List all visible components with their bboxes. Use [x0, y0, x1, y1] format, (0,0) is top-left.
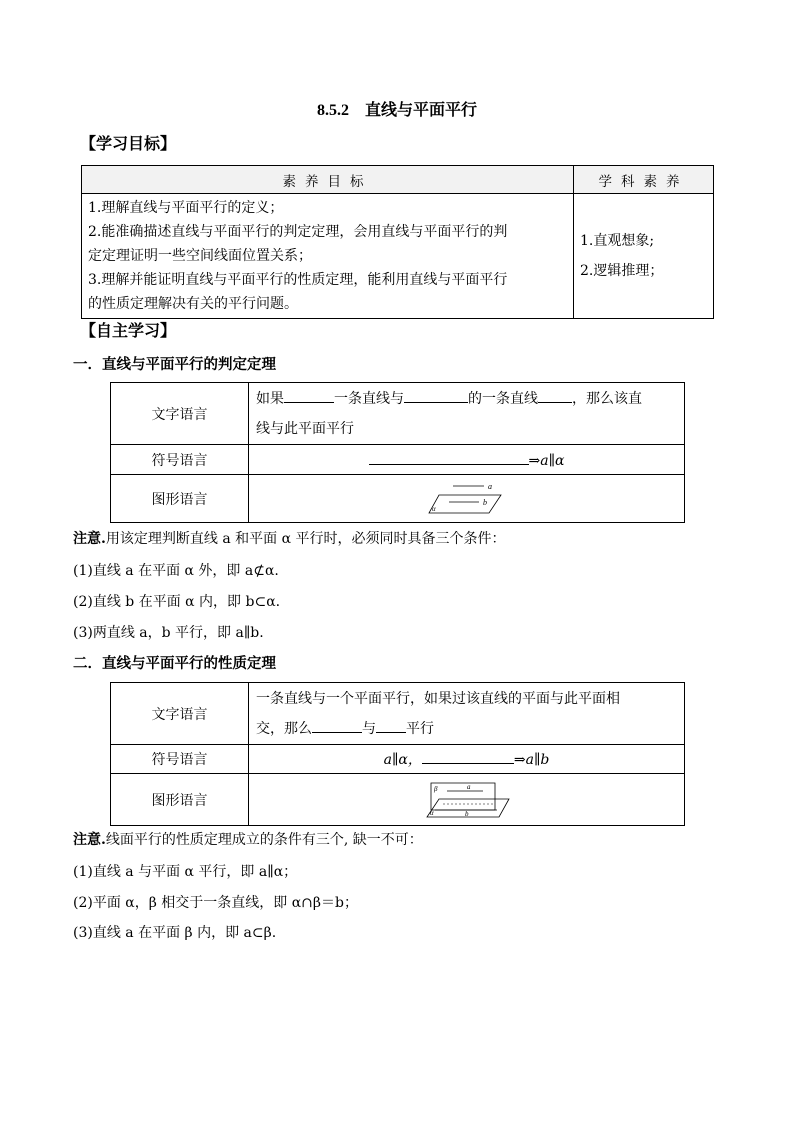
part1-table — [110, 382, 685, 523]
symbol-language-cell: a∥α， ⇒a∥b — [249, 745, 685, 774]
text-language-label: 文字语言 — [111, 383, 249, 445]
literacy-item: 2.逻辑推理； — [580, 263, 664, 279]
figure-language-label: 图形语言 — [111, 475, 249, 523]
fig-label-alpha: α — [431, 504, 436, 513]
blank-2[interactable] — [376, 718, 406, 733]
part2-condition: (1)直线 a 与平面 α 平行，即 a∥α； — [73, 864, 298, 880]
fig-label-alpha: α — [429, 808, 434, 817]
figure-language-cell — [249, 475, 685, 523]
part2-table — [110, 682, 685, 826]
literacy-item: 1.直观想象; — [580, 233, 655, 249]
part1-note: 注意.用该定理判断直线 a 和平面 α 平行时，必须同时具备三个条件： — [73, 531, 506, 547]
goal-line: 的性质定理解决有关的平行问题。 — [88, 296, 298, 312]
fig-label-b: b — [482, 497, 487, 507]
fig-label-b: b — [464, 809, 468, 818]
goal-line: 1.理解直线与平面平行的定义； — [88, 200, 284, 216]
section-heading-learning-goals: 【学习目标】 — [80, 134, 177, 153]
symbol-language-label: 符号语言 — [111, 445, 249, 475]
two-planes-figure — [421, 780, 513, 820]
literacy-header: 学科素养 — [574, 166, 714, 194]
learning-goals-table — [81, 165, 714, 319]
part2-condition: (2)平面 α，β 相交于一条直线，即 α∩β＝b； — [73, 895, 358, 911]
goals-header: 素养目标 — [82, 166, 574, 194]
symbol-language-cell: ⇒a∥α — [249, 445, 685, 475]
blank-2[interactable] — [404, 388, 468, 403]
blank-symbol[interactable] — [422, 749, 514, 764]
figure-language-cell — [249, 774, 685, 826]
blank-3[interactable] — [538, 388, 572, 403]
blank-1[interactable] — [284, 388, 334, 403]
part1-condition: (3)两直线 a，b 平行，即 a∥b. — [73, 625, 264, 641]
blank-symbol[interactable] — [369, 450, 529, 465]
symbol-language-label: 符号语言 — [111, 745, 249, 774]
goals-cell — [82, 194, 574, 319]
section-heading-self-study: 【自主学习】 — [80, 321, 177, 340]
fig-label-a: a — [487, 481, 492, 491]
page-title: 8.5.2 直线与平面平行 — [316, 102, 477, 119]
plane-line-figure — [427, 482, 507, 516]
part2-heading: 二．直线与平面平行的性质定理 — [73, 655, 276, 672]
goal-line: 3.理解并能证明直线与平面平行的性质定理，能利用直线与平面平行 — [88, 272, 508, 288]
text-language-label: 文字语言 — [111, 683, 249, 745]
blank-1[interactable] — [312, 718, 362, 733]
text-language-cell: 如果 一条直线与 的一条直线 ，那么该直 线与此平面平行 — [249, 383, 685, 445]
part1-heading: 一．直线与平面平行的判定定理 — [73, 356, 276, 373]
text-language-cell: 一条直线与一个平面平行，如果过该直线的平面与此平面相 交，那么 与 平行 — [249, 683, 685, 745]
part1-condition: (1)直线 a 在平面 α 外，即 a⊄α. — [73, 563, 279, 579]
part1-condition: (2)直线 b 在平面 α 内，即 b⊂α. — [73, 594, 281, 610]
goal-line: 2.能准确描述直线与平面平行的判定定理，会用直线与平面平行的判 — [88, 224, 508, 240]
fig-label-a: a — [466, 782, 470, 791]
goal-line: 定定理证明一些空间线面位置关系； — [88, 248, 312, 264]
literacy-cell — [574, 194, 714, 319]
figure-language-label: 图形语言 — [111, 774, 249, 826]
part2-condition: (3)直线 a 在平面 β 内，即 a⊂β. — [73, 925, 277, 941]
fig-label-beta: β — [433, 784, 437, 793]
part2-note: 注意.线面平行的性质定理成立的条件有三个, 缺一不可： — [73, 832, 423, 848]
